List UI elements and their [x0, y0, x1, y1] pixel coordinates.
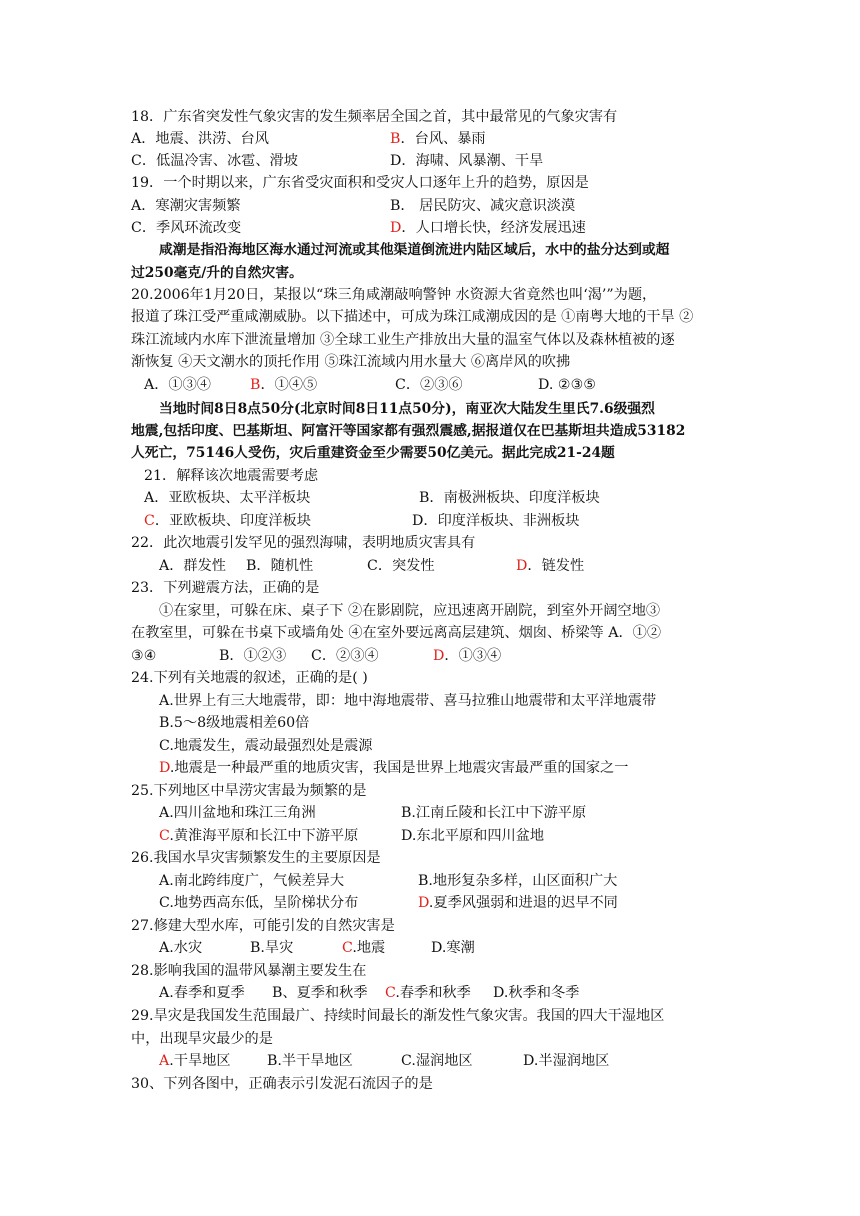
q28-options: [159, 982, 580, 1004]
q19-answer-letter: D: [390, 220, 402, 236]
q28-answer-letter: C: [385, 985, 396, 1001]
q25-options-row1: [159, 802, 587, 824]
q22-option-d: [516, 555, 584, 577]
q27-stem: 27.修建大型水库，可能引发的自然灾害是: [131, 918, 395, 934]
q28-option-a: A.春季和夏季: [159, 985, 245, 1001]
q18-option-b: [390, 128, 486, 150]
q19-option-b: B． 居民防灾、减灾意识淡漠: [390, 198, 576, 214]
q27-option-c-text: .地震: [352, 940, 386, 956]
q18-options-row2: [131, 150, 544, 172]
q18-option-d: D．海啸、风暴潮、干旱: [390, 153, 544, 169]
q19-option-d-text: ．人口增长快，经济发展迅速: [401, 220, 586, 236]
q26-option-d-text: .夏季风强弱和进退的迟早不同: [428, 895, 618, 911]
q21-options-row2: [144, 510, 580, 532]
q27-option-a: A.水灾: [159, 940, 203, 956]
q24-option-d: [159, 757, 628, 779]
q28-option-b: B、夏季和秋季: [272, 985, 368, 1001]
q21-stem: 21．解释该次地震需要考虑: [144, 468, 319, 484]
q30-stem: 30、下列各图中，正确表示引发泥石流因子的是: [131, 1076, 433, 1092]
q27-option-c: [342, 937, 385, 959]
passage1-line1: 咸潮是指沿海地区海水通过河流或其他渠道倒流进内陆区域后，水中的盐分达到或超: [159, 242, 670, 258]
q19-options-row1: [131, 195, 576, 217]
q21-option-a: A．亚欧板块、太平洋板块: [144, 490, 311, 506]
q20-line2: 报道了珠江受严重咸潮威胁。以下描述中，可成为珠江咸潮成因的是 ①南粤大地的干旱 ②: [131, 309, 694, 325]
q19-option-c: C．季风环流改变: [131, 220, 242, 236]
q18-answer-letter: B: [390, 131, 401, 147]
q25-options-row2: [159, 825, 545, 847]
q27-option-b: B.旱灾: [250, 940, 294, 956]
q23-option-d-text: ．①③④: [444, 648, 502, 664]
q28-option-c: [385, 982, 471, 1004]
q25-option-a: A.四川盆地和珠江三角洲: [159, 805, 316, 821]
q27-options: [159, 937, 475, 959]
q27-answer-letter: C: [342, 940, 353, 956]
q19-options-row2: [131, 217, 586, 239]
q24-answer-letter: D: [159, 760, 170, 776]
q20-option-b-text: ．①④⑤: [260, 377, 318, 393]
q26-option-a: A.南北跨纬度广，气候差异大: [159, 873, 345, 889]
q23-line1: ①在家里，可躲在床、桌子下 ②在影剧院，应迅速离开剧院，到室外开阔空地③: [159, 603, 661, 619]
q19-option-a: A．寒潮灾害频繁: [131, 198, 241, 214]
q24-option-c: C.地震发生，震动最强烈处是震源: [159, 738, 373, 754]
q18-option-b-text: ．台风、暴雨: [400, 131, 486, 147]
q29-options: [159, 1050, 610, 1072]
q25-option-b: B.江南丘陵和长江中下游平原: [401, 805, 587, 821]
passage2-line3: 人死亡，75146人受伤，灾后重建资金至少需要50亿美元。据此完成21-24题: [131, 445, 615, 461]
q28-option-c-text: .春季和秋季: [395, 985, 471, 1001]
passage2-line2: 地震,包括印度、巴基斯坦、阿富汗等国家都有强烈震感,据报道仅在巴基斯坦共造成53182: [131, 423, 686, 439]
q20-line1: 20.2006年1月20日，某报以“珠三角咸潮敲响警钟 水资源大省竟然也叫‘渴’”为题，: [131, 287, 657, 303]
q24-option-d-text: .地震是一种最严重的地质灾害，我国是世界上地震灾害最严重的国家之一: [169, 760, 629, 776]
q21-option-b: B．南极洲板块、印度洋板块: [419, 490, 600, 506]
q22-options: [159, 555, 585, 577]
q26-options-row1: [159, 870, 618, 892]
q19-option-d: [390, 217, 586, 239]
q26-option-c: C.地势西高东低，呈阶梯状分布: [159, 895, 359, 911]
q26-option-b: B.地形复杂多样，山区面积广大: [418, 873, 618, 889]
q22-option-d-text: ．链发性: [527, 558, 585, 574]
q29-answer-letter: A: [159, 1053, 170, 1069]
q24-stem: 24.下列有关地震的叙述，正确的是( ): [131, 670, 368, 686]
q25-option-d: D.东北平原和四川盆地: [401, 828, 545, 844]
q22-stem: 22．此次地震引发罕见的强烈海啸，表明地质灾害具有: [131, 535, 476, 551]
q25-answer-letter: C: [159, 828, 170, 844]
q25-option-c-text: .黄淮海平原和长江中下游平原: [169, 828, 359, 844]
q22-option-b: B．随机性: [246, 558, 314, 574]
q20-option-d: D. ②③⑤: [538, 377, 597, 393]
q23-answer-letter: D: [433, 648, 445, 664]
q29-option-b: B.半干旱地区: [267, 1053, 353, 1069]
q20-options: [144, 374, 597, 396]
q29-option-a: [159, 1053, 231, 1069]
q26-option-d: [418, 892, 618, 914]
q24-option-b: B.5～8级地震相差60倍: [159, 715, 310, 731]
q21-answer-letter: C: [144, 513, 155, 529]
q23-option-a-tail: ③④: [131, 648, 157, 664]
q24-option-a: A.世界上有三大地震带，即：地中海地震带、喜马拉雅山地震带和太平洋地震带: [159, 693, 657, 709]
q20-option-b: [250, 374, 317, 396]
q29-line1: 29.旱灾是我国发生范围最广、持续时间最长的渐发性气象灾害。我国的四大干湿地区: [131, 1008, 665, 1024]
q19-stem: 19．一个时期以来，广东省受灾面积和受灾人口逐年上升的趋势，原因是: [131, 175, 589, 191]
q21-options-row1: [144, 487, 600, 509]
q22-option-a: A．群发性: [159, 558, 226, 574]
q20-line4: 渐恢复 ④天文潮水的顶托作用 ⑤珠江流域内用水量大 ⑥离岸风的吹拂: [131, 354, 571, 370]
q29-option-c: C.湿润地区: [401, 1053, 473, 1069]
q20-answer-letter: B: [250, 377, 261, 393]
q23-line2: 在教室里，可躲在书桌下或墙角处 ④在室外要远离高层建筑、烟囱、桥梁等 A．①②: [131, 625, 662, 641]
q20-option-c: C．②③⑥: [395, 377, 463, 393]
q28-stem: 28.影响我国的温带风暴潮主要发生在: [131, 963, 367, 979]
q18-option-c: C．低温冷害、冰雹、滑坡: [131, 153, 298, 169]
q29-option-a-text: .干旱地区: [169, 1053, 231, 1069]
q29-option-d: D.半湿润地区: [523, 1053, 610, 1069]
q20-line3: 珠江流域内水库下泄流量增加 ③全球工业生产排放出大量的温室气体以及森林植被的逐: [131, 332, 675, 348]
q20-option-a: A．①③④: [144, 377, 211, 393]
q18-stem: 18．广东省突发性气象灾害的发生频率居全国之首，其中最常见的气象灾害有: [131, 109, 618, 125]
q23-stem: 23．下列避震方法，正确的是: [131, 580, 320, 596]
q23-option-d: [433, 645, 501, 667]
q26-options-row2: [159, 892, 618, 914]
q18-option-a: A．地震、洪涝、台风: [131, 131, 269, 147]
q29-line2: 中，出现旱灾最少的是: [131, 1031, 273, 1047]
q28-option-d: D.秋季和冬季: [493, 985, 580, 1001]
q21-option-c: [144, 513, 311, 529]
q21-option-c-text: ．亚欧板块、印度洋板块: [154, 513, 311, 529]
q25-option-c: [159, 828, 358, 844]
q23-option-c: C．②③④: [311, 648, 379, 664]
passage2-line1: 当地时间8日8点50分(北京时间8日11点50分)，南亚次大陆发生里氏7.6级强烈: [159, 401, 655, 417]
q26-stem: 26.我国水旱灾害频繁发生的主要原因是: [131, 850, 381, 866]
q27-option-d: D.寒潮: [431, 940, 475, 956]
q23-option-b: B．①②③: [219, 648, 287, 664]
q25-stem: 25.下列地区中旱涝灾害最为频繁的是: [131, 783, 367, 799]
q26-answer-letter: D: [418, 895, 429, 911]
q23-options: [131, 645, 502, 667]
q22-option-c: C．突发性: [367, 558, 435, 574]
q18-options-row1: [131, 128, 486, 150]
passage1-line2: 过250毫克/升的自然灾害。: [131, 265, 303, 281]
q22-answer-letter: D: [516, 558, 528, 574]
q21-option-d: D．印度洋板块、非洲板块: [412, 513, 580, 529]
